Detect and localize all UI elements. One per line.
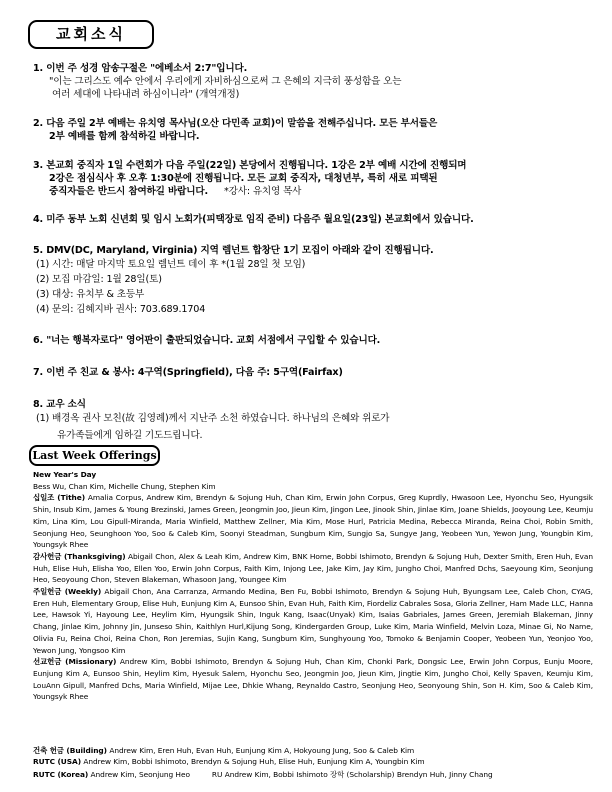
news-item-6: 6. "너는 행복자로다" 영어판이 출판되었습니다. 교회 서점에서 구입할 수 있습니다. bbox=[33, 335, 381, 346]
news-item-5: 5. DMV(DC, Maryland, Virginia) 지역 렘넌트 합창단 1기 모집이 아래와 같이 진행됩니다. bbox=[33, 245, 434, 256]
offering-category: New Year's Day bbox=[33, 470, 97, 479]
news-item-5-line-1: (1) 시간: 매달 마지막 토요일 렘넌트 데이 후 *(1월 28일 첫 모임) bbox=[36, 259, 306, 270]
offering-category: 건축 헌금 (Building) bbox=[33, 746, 107, 755]
offering-group-new-year bbox=[33, 469, 593, 481]
news-item-5-line-3: (3) 대상: 유치부 & 초등부 bbox=[36, 289, 145, 300]
news-item-8: 8. 교우 소식 bbox=[33, 399, 86, 410]
offering-category-scholarship: 장학 (Scholarship) bbox=[330, 770, 395, 779]
news-item-1: 1. 이번 주 성경 암송구절은 "에베소서 2:7"입니다. bbox=[33, 63, 248, 74]
offering-group-weekly bbox=[33, 586, 593, 656]
offering-category: 감사헌금 (Thanksgiving) bbox=[33, 551, 126, 561]
news-item-2-line-1: 2부 예배를 함께 참석하길 바랍니다. bbox=[49, 131, 200, 142]
offering-group-new-year-names: Bess Wu, Chan Kim, Michelle Chung, Stephen Kim bbox=[33, 481, 216, 491]
offering-names: Brendyn Huh, Jinny Chang bbox=[396, 770, 493, 779]
offering-category: RUTC (Korea) bbox=[33, 770, 89, 779]
offering-group-tithe bbox=[33, 492, 593, 551]
offering-group-thanksgiving bbox=[33, 551, 593, 586]
news-item-3: 3. 본교회 중직자 1일 수련회가 다음 주일(22일) 본당에서 진행됩니다. 1강은 2부 예배 시간에 진행되며 bbox=[33, 160, 467, 171]
offering-names: Amalia Corpus, Andrew Kim, Brendyn & Sojung Huh, Chan Kim, Erwin John Corpus, Greg Kuprdly, Hwasoon Lee, Hyonchu Seo, Hyungsik Shin, Insub Kim, James & Young Brezinski, James Green, Jeongmin Joo, Jieun Kim, Jingon Lee, Jinook Shin, Jinlae Kim, Joane Shields, Jooyoung Lee, Keumju Kim, Lina Kim, Lou Gipull-Miranda, Maria Winfield, Matthew Zellner, Mia Kim, Mose Hurl, Patricia Medina, Rebecca Miranda, Reina Choi, Robin Smith, Seonjung Heo, Seunghoon Yoo, Soo & Caleb Kim, Soonyi Steadman, Sungbum Kim, Sungjo Sa, Sungye Jang, Yeobeen Yun, Yewon Jung, Youngbin Kim, Youngsyk Rhee bbox=[33, 493, 593, 550]
offering-category: RUTC (USA) bbox=[33, 757, 82, 766]
news-item-1-line-2: 여러 세대에 나타내려 하심이니라" (개역개정) bbox=[52, 89, 240, 100]
offering-group-building bbox=[33, 745, 414, 756]
offering-category-ru: RU bbox=[211, 770, 223, 779]
offering-category: 십일조 (Tithe) bbox=[33, 493, 86, 503]
news-item-5-line-2: (2) 모집 마감일: 1월 28일(토) bbox=[36, 274, 162, 285]
news-item-2: 2. 다음 주일 2부 예배는 유치영 목사님(오산 다민족 교회)이 말씀을 전해주십니다. 모든 부서들은 bbox=[33, 118, 438, 129]
offering-group-missionary bbox=[33, 656, 593, 703]
news-item-8-line-1: (1) 배경옥 권사 모친(故 김영례)께서 지난주 소천 하였습니다. 하나님의 은혜와 위로가 bbox=[36, 413, 390, 424]
news-item-8-line-2: 유가족들에게 임하길 기도드립니다. bbox=[57, 430, 203, 441]
news-item-3-line-1: 2강은 점심식사 후 오후 1:30분에 진행됩니다. 모든 교회 중직자, 대청년부, 특히 새로 피택된 bbox=[49, 173, 438, 184]
offering-names: Andrew Kim, Bobbi Ishimoto, Brendyn & Sojung Huh, Elise Huh, Eunjung Kim A, Youngbin Kim bbox=[83, 757, 425, 766]
offering-category: 선교헌금 (Missionary) bbox=[33, 657, 117, 667]
offering-names: Andrew Kim, Eren Huh, Evan Huh, Eunjung Kim A, Hokyoung Jung, Soo & Caleb Kim bbox=[109, 746, 415, 755]
offering-group-rutc-korea bbox=[33, 769, 493, 780]
offering-group-rutc-usa bbox=[33, 757, 425, 766]
offering-category: 주일헌금 (Weekly) bbox=[33, 587, 102, 597]
news-item-3-line-2 bbox=[49, 183, 301, 197]
news-item-3-speaker-note: *강사: 유치영 목사 bbox=[223, 186, 302, 197]
offering-list bbox=[33, 469, 593, 703]
page-title: 교회소식 bbox=[28, 20, 154, 49]
offering-names: Andrew Kim, Bobbi Ishimoto, Brendyn & Sojung Huh, Chan Kim, Chonki Park, Dongsic Lee, Erwin John Corpus, Eunju Moore, Eunjung Kim A, Eunsoo Shin, Heylim Kim, Hyesuk Salem, Hyonchu Seo, Jeongmin Joo, Jieun Kim, Jingtie Kim, Jungho Choi, Kelly Spaven, Keumju Kim, LouAnn Gipull, Manfred Dchs, Maria Winfield, Mijae Lee, Dhkie Whang, Reynaldo Castro, Seonjung Heo, Seonyoung Shin, Son H. Kim, Soo & Caleb Kim, Youngsyk Rhee bbox=[33, 657, 593, 702]
offering-names: Abigail Chon, Ana Carranza, Armando Medina, Ben Fu, Bobbi Ishimoto, Brendyn & Sojung Huh, Byungsam Lee, Caleb Chon, CYAG, Eren Huh, Elementary Group, Elise Huh, Eunjung Kim A, Eunsoo Shin, Evan Huh, Faith Kim, Fiordeliz Cabrales Sosa, Gloria Zellner, Ham Made LLC, Hanna Lee, Hawsok Yi, Hayoung Lee, Heylim Kim, Hyungsik Shin, Inguk Kang, Isaac(Unyak) Kim, Isaias Gabriales, James Green, Jeremiah Blakeman, Jinny Chang, Jinlae Kim, Johnny Jin, Junseso Shin, Kaithlyn Hurl,Kijung Song, Kindergarden Group, Luke Kim, Maria Winfield, Melvin Loza, Minae Gi, No Name, Olivia Fu, Reina Choi, Reina Chon, Ron Jeremias, Sujin Kang, Sungbum Kim, Sunghyoung Yoo, Tomoko & Benjamin Cooper, Yeobeen Yun, Yeonjoo Yoo, Yewon Jung, Yongsoo Kim bbox=[33, 587, 593, 655]
news-item-7: 7. 이번 주 친교 & 봉사: 4구역(Springfield), 다음 주: 5구역(Fairfax) bbox=[33, 367, 343, 378]
news-item-1-line-1: "이는 그리스도 예수 안에서 우리에게 자비하심으로써 그 은혜의 지극히 풍성함을 오는 bbox=[49, 76, 402, 87]
news-item-4: 4. 미주 동부 노회 신년회 및 임시 노회가(피택장로 임직 준비) 다음주 월요일(23일) 본교회에서 있습니다. bbox=[33, 214, 474, 225]
last-week-offerings-label: Last Week Offerings bbox=[29, 445, 160, 466]
offering-names: Andrew Kim, Seonjung Heo bbox=[90, 770, 190, 779]
news-item-5-line-4: (4) 문의: 김혜지바 권사: 703.689.1704 bbox=[36, 304, 206, 315]
offering-names: Abigail Chon, Alex & Leah Kim, Andrew Kim, BNK Home, Bobbi Ishimoto, Brendyn & Sojung Huh, Dexter Smith, Eren Huh, Evan Huh, Elise Huh, Elisha Yoo, Ellen Yoo, Erwin John Corpus, Faith Kim, Injong Lee, Jake Kim, Jay Kim, Jungho Choi, Manfred Dchs, Saeyoung Kim, Seonjung Heo, Seoyoung Chon, Steven Blakeman, Whasoon Jang, Youngee Kim bbox=[33, 551, 593, 585]
news-item-3-line-2-text: 중직자들은 반드시 참여하길 바랍니다. bbox=[49, 186, 208, 197]
offering-names: Andrew Kim, Bobbi Ishimoto bbox=[224, 770, 328, 779]
